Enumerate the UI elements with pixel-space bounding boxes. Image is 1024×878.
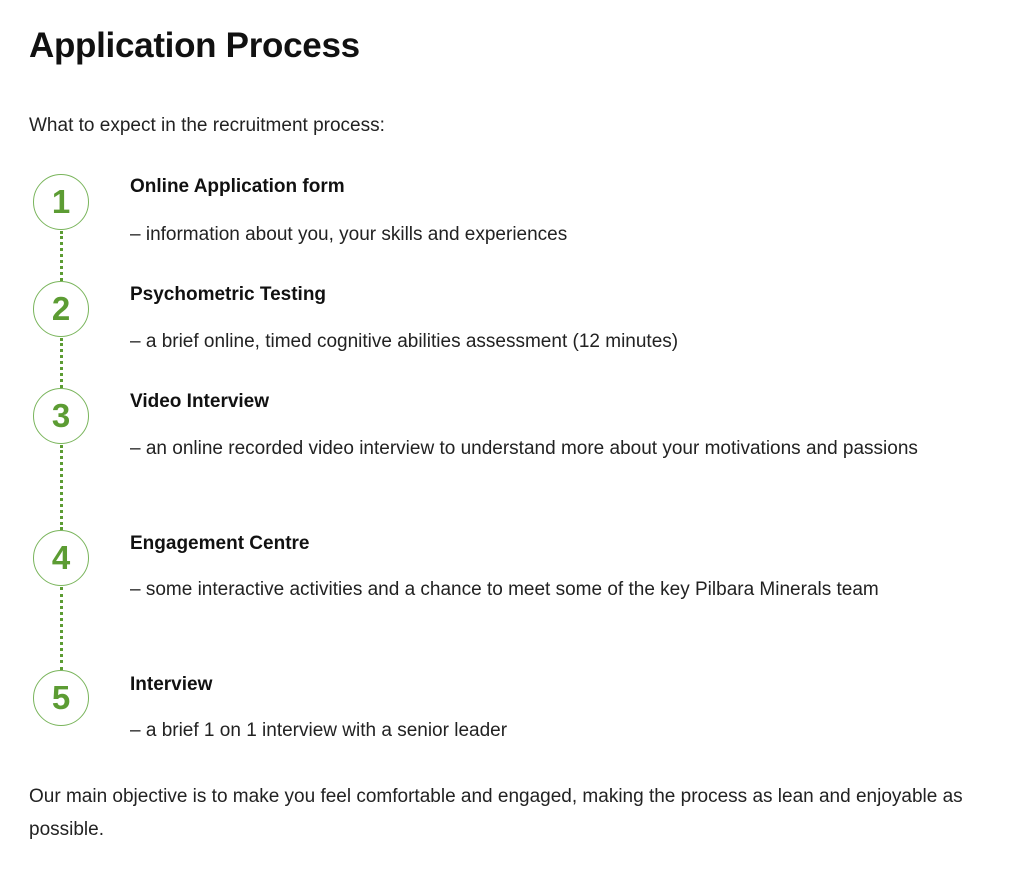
closing-text: Our main objective is to make you feel comfortable and engaged, making the process as lean and enjoyable as possible. [29,786,963,840]
page-title: Application Process [29,26,360,65]
step-description: – some interactive activities and a chance to meet some of the key Pilbara Minerals team [130,579,879,600]
step-number-badge: 2 [33,281,89,337]
step-description: – information about you, your skills and experiences [130,224,568,245]
step-number-badge: 5 [33,670,89,726]
step-description: – a brief 1 on 1 interview with a senior leader [130,720,508,741]
step-number-badge: 3 [33,388,89,444]
step-title: Video Interview [130,391,270,412]
step-connector [60,587,63,670]
step-connector [60,231,63,281]
step-title: Interview [130,674,213,695]
step-connector [60,445,63,530]
step-title: Engagement Centre [130,533,310,554]
step-description: – an online recorded video interview to understand more about your motivations and passions [130,438,918,459]
step-title: Online Application form [130,176,345,197]
step-title: Psychometric Testing [130,284,327,305]
step-description: – a brief online, timed cognitive abilities assessment (12 minutes) [130,331,679,352]
step-number-badge: 4 [33,530,89,586]
intro-text: What to expect in the recruitment process: [29,115,385,136]
step-number-badge: 1 [33,174,89,230]
step-connector [60,338,63,388]
